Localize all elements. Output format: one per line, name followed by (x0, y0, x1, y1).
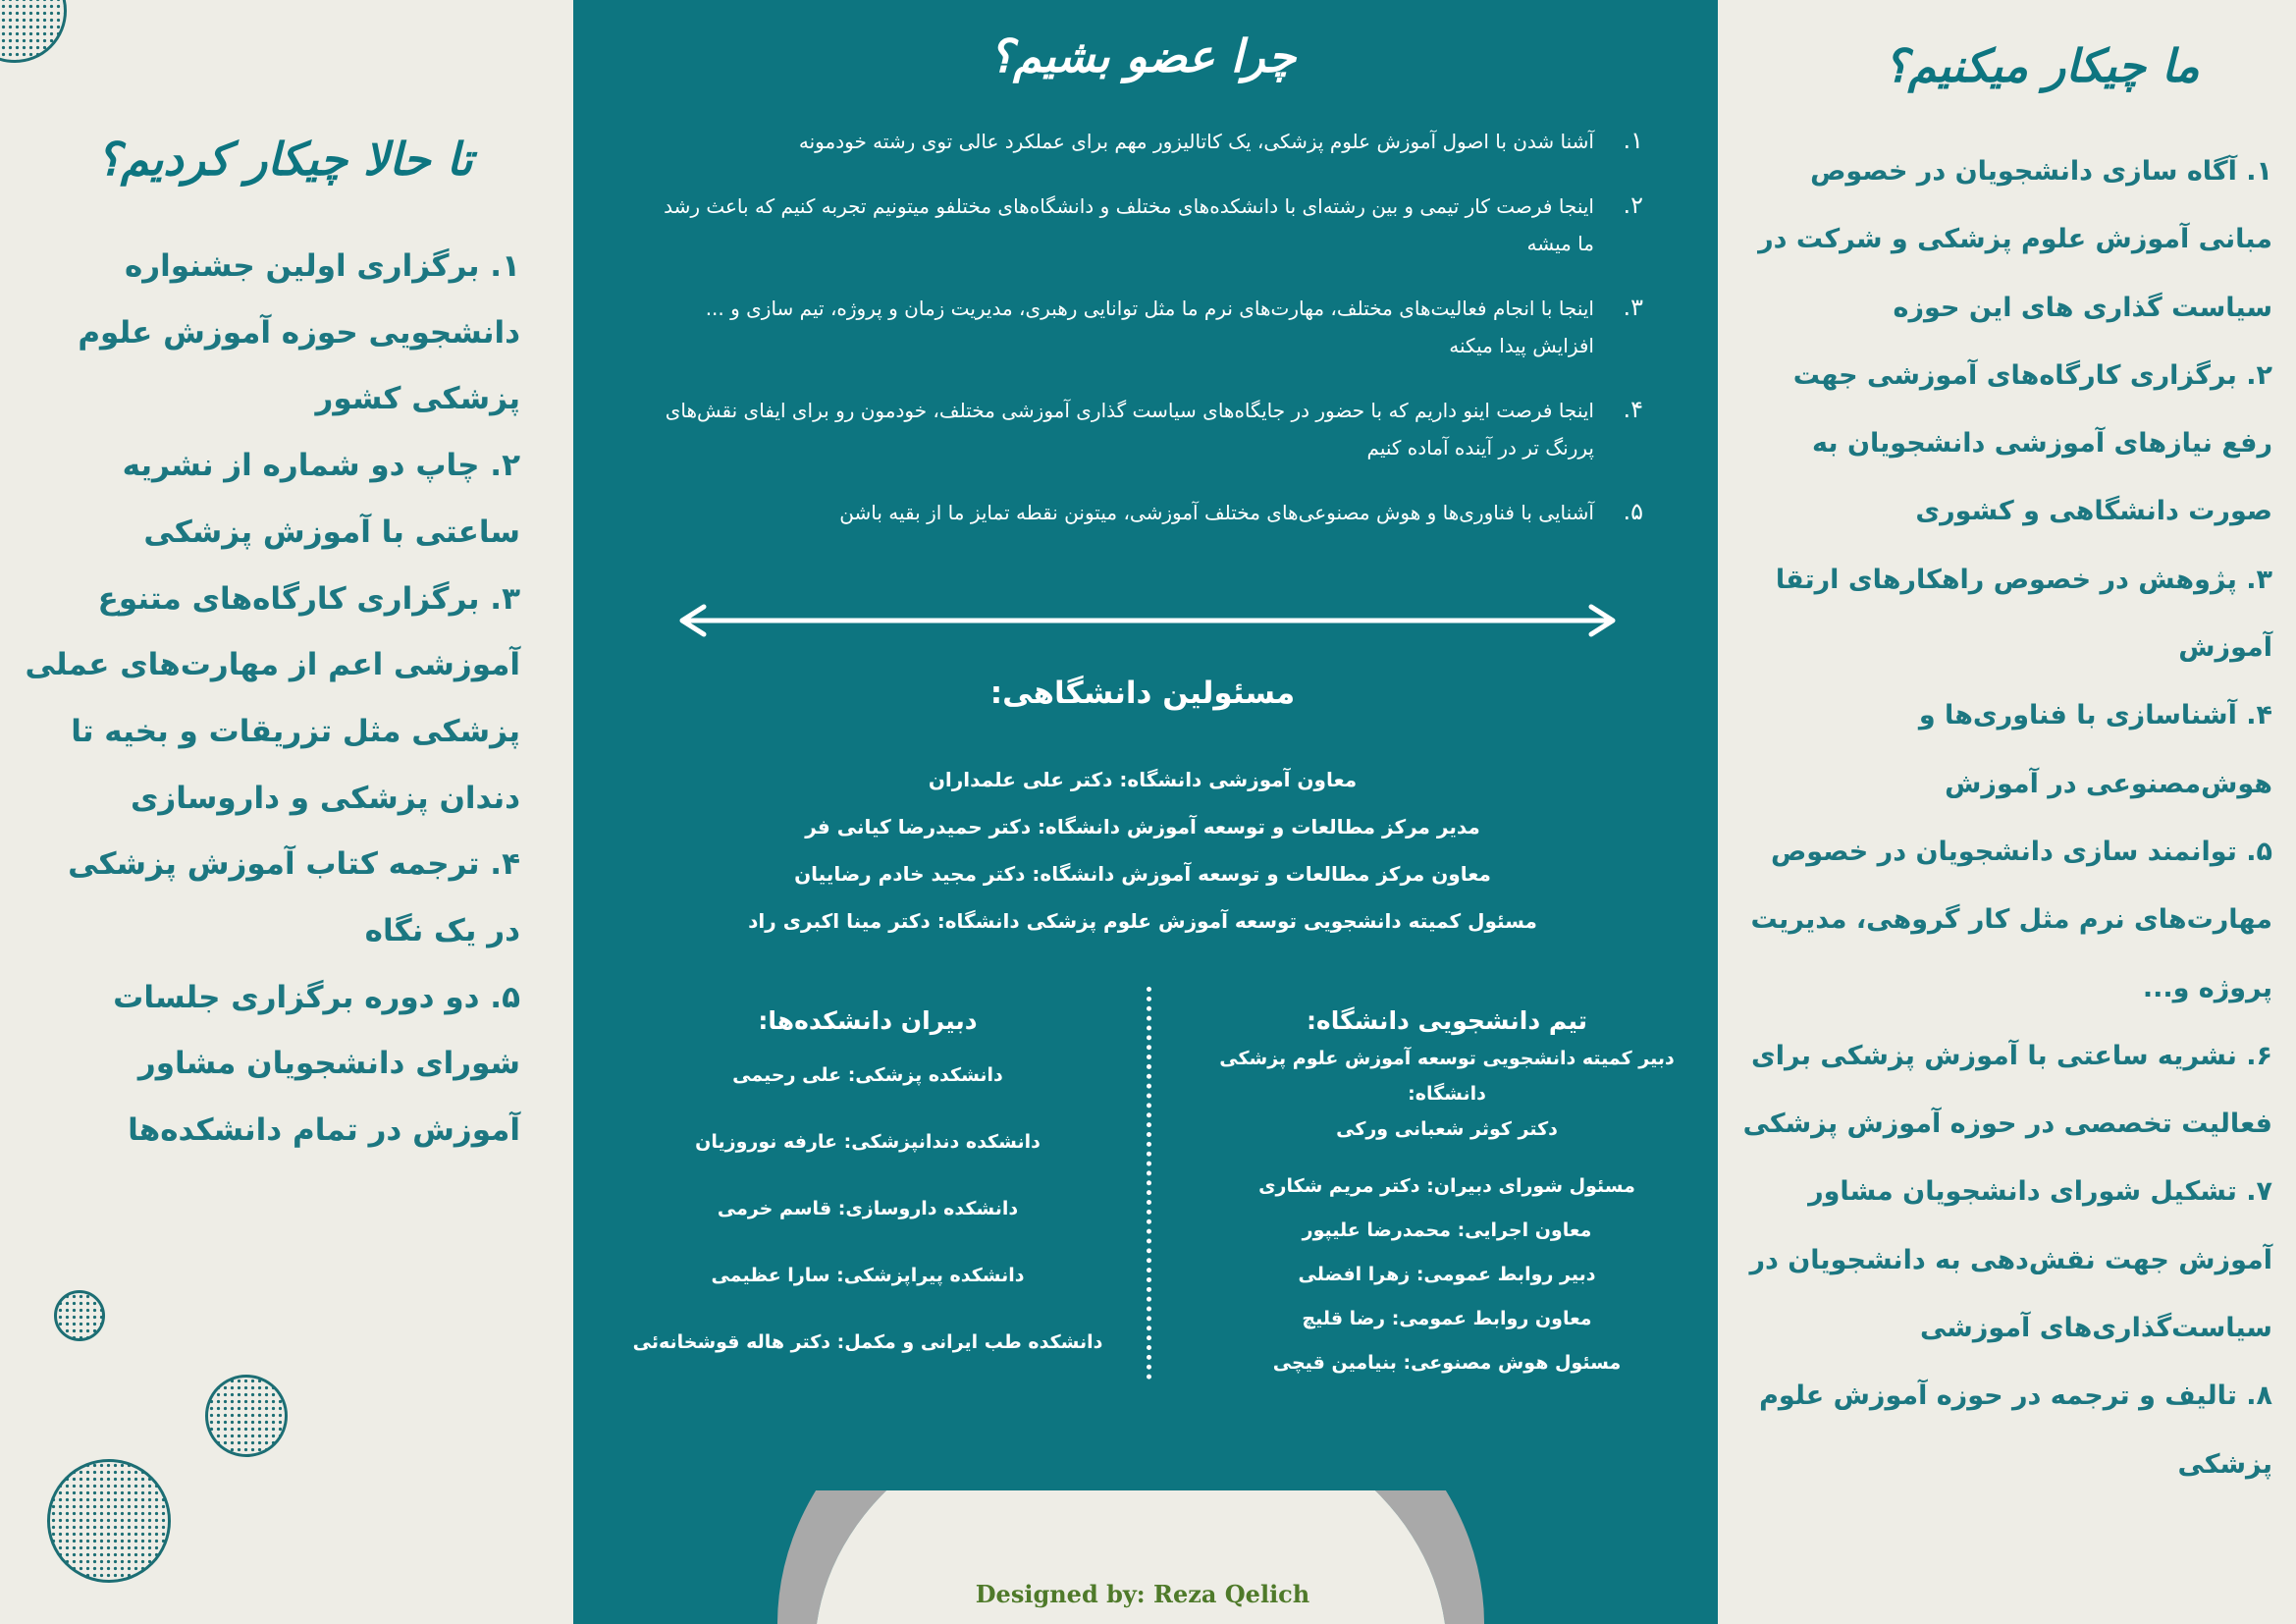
list-item: مسئول هوش مصنوعی: بنیامین قیچی (1272, 1352, 1622, 1374)
list-item (652, 123, 1643, 160)
list-item: ۶. نشریه ساعتی با آموزش پزشکی برای فعالیت تخصصی در حوزه آموزش پزشکی (1742, 1040, 2272, 1140)
list-item (652, 188, 1643, 262)
activities-list (1737, 137, 2272, 1498)
deans-title: دبیران دانشکده‌ها: (758, 1006, 978, 1035)
list-item-number: ۲. (1623, 191, 1643, 219)
reasons-list (652, 123, 1643, 559)
middle-panel-title: چرا عضو بشیم؟ (988, 29, 1297, 82)
list-item: ۴. آشناسازی با فناوری‌ها و هوش‌مصنوعی در آموزش (1918, 700, 2272, 799)
list-item: مسئول کمیته دانشجویی توسعه آموزش علوم پزشکی دانشگاه: دکتر مینا اکبری راد (748, 909, 1537, 933)
list-item: ۵. دو دوره برگزاری جلسات شورای دانشجویان مشاور آموزش در تمام دانشکده‌ها (113, 979, 520, 1149)
team-lead-name: دکتر کوثر شعبانی ورکی (1336, 1118, 1558, 1140)
list-item: ۱. برگزاری اولین جشنواره دانشجویی حوزه آموزش علوم پزشکی کشور (78, 248, 520, 417)
dotted-circle-decoration (47, 1459, 171, 1583)
list-item: مسئول شورای دبیران: دکتر مریم شکاری (1258, 1175, 1635, 1197)
designer-credit: Designed by: Reza Qelich (975, 1580, 1310, 1608)
list-item: ۵. توانمند سازی دانشجویان در خصوص مهارت‌های نرم مثل کار گروهی، مدیریت پروژه و... (1750, 836, 2272, 1003)
list-item (652, 494, 1643, 531)
right-panel-title: ما چیکار میکنیم؟ (1884, 39, 2200, 92)
list-item: دانشکده پزشکی: علی رحیمی (732, 1064, 1003, 1086)
list-item: ۷. تشکیل شورای دانشجویان مشاور آموزش جهت نقش‌دهی به دانشجویان در سیاست‌گذاری‌های آموزشی (1749, 1176, 2272, 1344)
list-item: معاون اجرایی: محمدرضا علیپور (1302, 1219, 1592, 1241)
team-members-list (1182, 1164, 1712, 1385)
left-panel (0, 0, 573, 1624)
list-item-text: آشنا شدن با اصول آموزش علوم پزشکی، یک کاتالیزور مهم برای عملکرد عالی توی رشته خودمونه (798, 130, 1594, 153)
list-item: دبیر روابط عمومی: زهرا افضلی (1298, 1264, 1596, 1285)
team-lead-role: دبیر کمیته دانشجویی توسعه آموزش علوم پزشکی دانشگاه: (1219, 1048, 1675, 1105)
middle-panel (573, 0, 1718, 1624)
list-item (652, 290, 1643, 364)
list-item: معاون روابط عمومی: رضا قلیچ (1302, 1308, 1592, 1329)
list-item: دانشکده پیراپزشکی: سارا عظیمی (711, 1265, 1025, 1286)
list-item: دانشکده داروسازی: قاسم خرمی (717, 1198, 1019, 1219)
officials-list (721, 756, 1565, 945)
list-item: ۲. چاپ دو شماره از نشریه ساعتی با آموزش پزشکی (122, 448, 520, 550)
list-item: ۲. برگزاری کارگاه‌های آموزشی جهت رفع نیازهای آموزشی دانشجویان به صورت دانشگاهی و کشوری (1792, 359, 2272, 527)
right-panel (1718, 0, 2296, 1624)
faculty-secretaries-section (613, 1006, 1123, 1382)
deans-list (613, 1049, 1123, 1382)
team-lead (1182, 1041, 1712, 1147)
list-item (652, 392, 1643, 466)
dotted-circle-decoration (54, 1290, 105, 1341)
list-item: معاون مرکز مطالعات و توسعه آموزش دانشگاه: دکتر مجید خادم رضاییان (794, 862, 1491, 886)
list-item: مدیر مرکز مطالعات و توسعه آموزش دانشگاه: دکتر حمیدرضا کیانی فر (805, 815, 1480, 839)
student-team-section (1182, 1006, 1712, 1385)
list-item: ۸. تالیف و ترجمه در حوزه آموزش علوم پزشکی (1759, 1380, 2272, 1480)
double-arrow-divider (676, 601, 1619, 640)
list-item: ۳. برگزاری کارگاه‌های متنوع آموزشی اعم از مهارت‌های عملی پزشکی مثل تزریقات و بخیه تا دندان پزشکی و داروسازی (25, 580, 520, 816)
list-item-text: اینجا با انجام فعالیت‌های مختلف، مهارت‌های نرم ما مثل توانایی رهبری، مدیریت زمان و پروژه، تیم سازی و ... افزایش پیدا میکنه (705, 297, 1594, 357)
list-item: ۳. پژوهش در خصوص راهکارهای ارتقا آموزش (1775, 564, 2272, 664)
dotted-circle-decoration (205, 1375, 288, 1457)
list-item-number: ۵. (1623, 498, 1643, 525)
list-item-number: ۳. (1623, 294, 1643, 321)
dotted-divider (1147, 987, 1151, 1380)
list-item: معاون آموزشی دانشگاه: دکتر علی علمداران (928, 768, 1358, 791)
list-item-number: ۴. (1623, 396, 1643, 423)
list-item-text: اینجا فرصت کار تیمی و بین رشته‌ای با دانشکده‌های مختلف و دانشگاه‌های مختلفو میتونیم تجربه کنیم که باعث رشد ما میشه (664, 194, 1594, 255)
list-item: دانشکده دندانپزشکی: عارفه نوروزیان (695, 1131, 1041, 1153)
left-panel-title: تا حالا چیکار کردیم؟ (96, 133, 473, 186)
list-item-text: آشنایی با فناوری‌ها و هوش مصنوعی‌های مختلف آموزشی، میتونن نقطه تمایز ما از بقیه باشن (839, 501, 1594, 524)
achievements-list (25, 234, 520, 1164)
list-item-number: ۱. (1623, 127, 1643, 154)
list-item-text: اینجا فرصت اینو داریم که با حضور در جایگاه‌های سیاست گذاری آموزشی مختلف، خودمون رو برای ایفای نقش‌های پررنگ تر در آینده آماده کنیم (665, 399, 1594, 460)
officials-title: مسئولین دانشگاهی: (989, 676, 1296, 711)
team-title: تیم دانشجویی دانشگاه: (1306, 1006, 1588, 1035)
list-item: ۴. ترجمه کتاب آموزش پزشکی در یک نگاه (68, 846, 520, 949)
list-item: ۱. آگاه سازی دانشجویان در خصوص مبانی آموزش علوم پزشکی و شرکت در سیاست گذاری های این حوزه (1758, 156, 2272, 323)
list-item: دانشکده طب ایرانی و مکمل: دکتر هاله قوشخانه‌ئی (632, 1331, 1103, 1353)
